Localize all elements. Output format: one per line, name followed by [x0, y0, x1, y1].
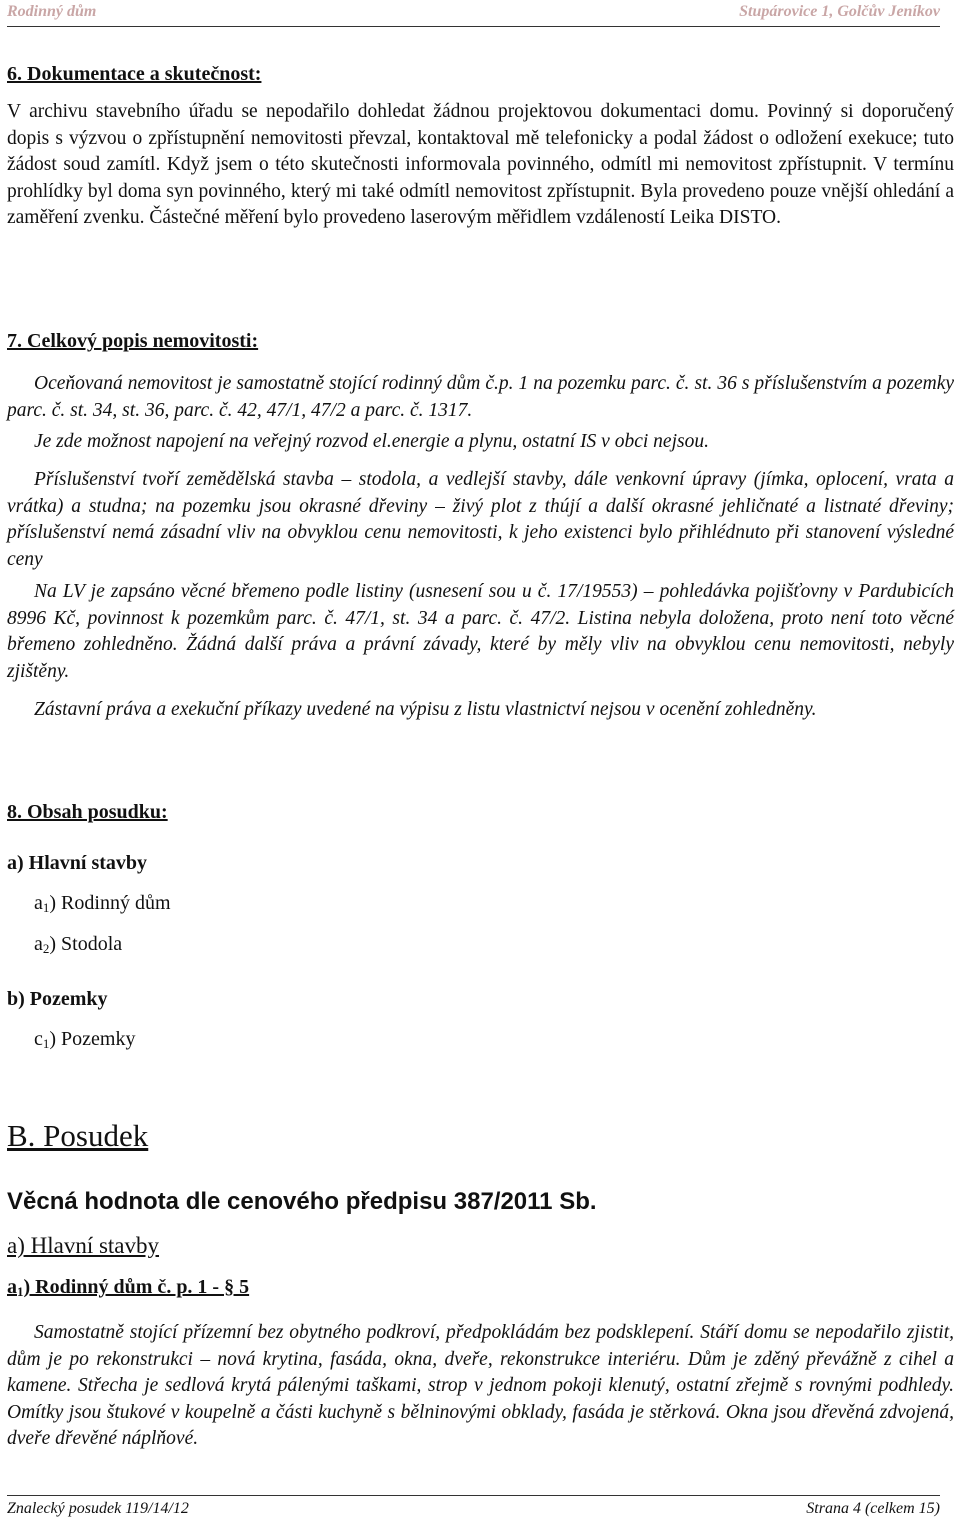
part-b-heading: B. Posudek [7, 1118, 149, 1153]
section-6-heading: 6. Dokumentace a skutečnost: [7, 63, 262, 85]
section-6-text: V archivu stavebního úřadu se nepodařilo dohledat žádnou projektovou dokumentaci domu. Povinný si doporučený dopis s výzvou o zpřístupnění nemovitosti převzal, kontaktoval mě telefonicky a podal žádost o odložení exekuce; tuto žádost soud zamítl. Když jsem o této skutečnosti informovala povinného, odmítl mi nemovitost zpřístupnit. V termínu prohlídky byl doma syn povinného, který mi také odmítl nemovitost zpřístupnit. Byla provedeno pouze vnější ohledání a zaměření zvenku. Částečné měření bylo provedeno laserovým měřidlem vzdáleností Leika DISTO. [7, 101, 954, 228]
valuation-subheading: Věcná hodnota dle cenového předpisu 387/2011 Sb. [7, 1188, 597, 1215]
page-footer [7, 1495, 940, 1520]
header-title: Rodinný dům [7, 3, 97, 20]
family-house-heading: $a_1$) Rodinný dům č. p. 1 - § 5 [7, 1276, 250, 1299]
contents-main-buildings: a) Hlavní stavby [7, 852, 148, 874]
contents-item-a1: $a_1$) Rodinný dům [34, 892, 171, 915]
page-header [7, 2, 940, 27]
section-8-heading: 8. Obsah posudku: [7, 801, 168, 823]
contents-item-a2: $a_2$) Stodola [34, 933, 123, 956]
section-7-paragraph-5: Zástavní práva a exekuční příkazy uvedené na výpisu z listu vlastnictví nejsou v ocenění zohledněny. [34, 699, 817, 720]
section-7-paragraph-4: Na LV je zapsáno věcné břemeno podle listiny (usnesení sou u č. 17/19553) – pohledávka pojišťovny v Pardubicích 8996 Kč, povinnost k pozemkům parc. č. 47/1, st. 34 a parc. č. 47/2. Listina nebyla doložena, proto není toto věcné břemeno zohledněno. Žádná další práva a právní závady, které by měly vliv na obvyklou cenu nemovitosti, nebyly zjištěny. [7, 581, 954, 682]
footer-page-number: Strana 4 (celkem 15) [806, 1500, 940, 1517]
header-address: Stupárovice 1, Golčův Jeníkov [739, 3, 940, 20]
section-7-paragraph-1: Oceňovaná nemovitost je samostatně stojící rodinný dům č.p. 1 na pozemku parc. č. st. 36 s příslušenstvím a pozemky parc. č. st. 34, st. 36, parc. č. 42, 47/1, 47/2 a parc. č. 1317. [7, 373, 954, 421]
family-house-description: Samostatně stojící přízemní bez obytného podkroví, předpokládám bez podsklepení. Stáří domu se nepodařilo zjistit, dům je po rekonstrukci – nová krytina, fasáda, okna, dveře, rekonstrukce interiéru. Dům je zděný převážně z cihel a kamene. Střecha je sedlová krytá pálenými taškami, strop v jednom pokoji klenutý, ostatní zřejmě s rovnými podhledy. Omítky jsou štukové v koupelně a části kuchyně s bělninovými obklady, fasáda je stěrková. Okna jsou dřevěná zdvojená, dveře dřevěné náplňové. [7, 1322, 954, 1449]
section-7-paragraph-2: Je zde možnost napojení na veřejný rozvod el.energie a plynu, ostatní IS v obci nejsou. [34, 431, 709, 452]
section-7-heading: 7. Celkový popis nemovitosti: [7, 330, 259, 352]
footer-report-number: Znalecký posudek 119/14/12 [7, 1500, 189, 1517]
main-buildings-heading: a) Hlavní stavby [7, 1233, 160, 1258]
section-7-paragraph-3: Příslušenství tvoří zemědělská stavba – stodola, a vedlejší stavby, dále venkovní úpravy (jímka, oplocení, vrata a vrátka) a studna; na pozemku jsou okrasné dřeviny – živý plot z thújí a další okrasné jehličnaté a listnaté dřeviny; příslušenství nemá zásadní vliv na obvyklou cenu nemovitosti, k jeho existenci bylo přihlédnuto při stanovení výsledné ceny [7, 469, 954, 570]
contents-item-c1: $c_1$) Pozemky [34, 1028, 136, 1051]
contents-land: b) Pozemky [7, 988, 108, 1010]
